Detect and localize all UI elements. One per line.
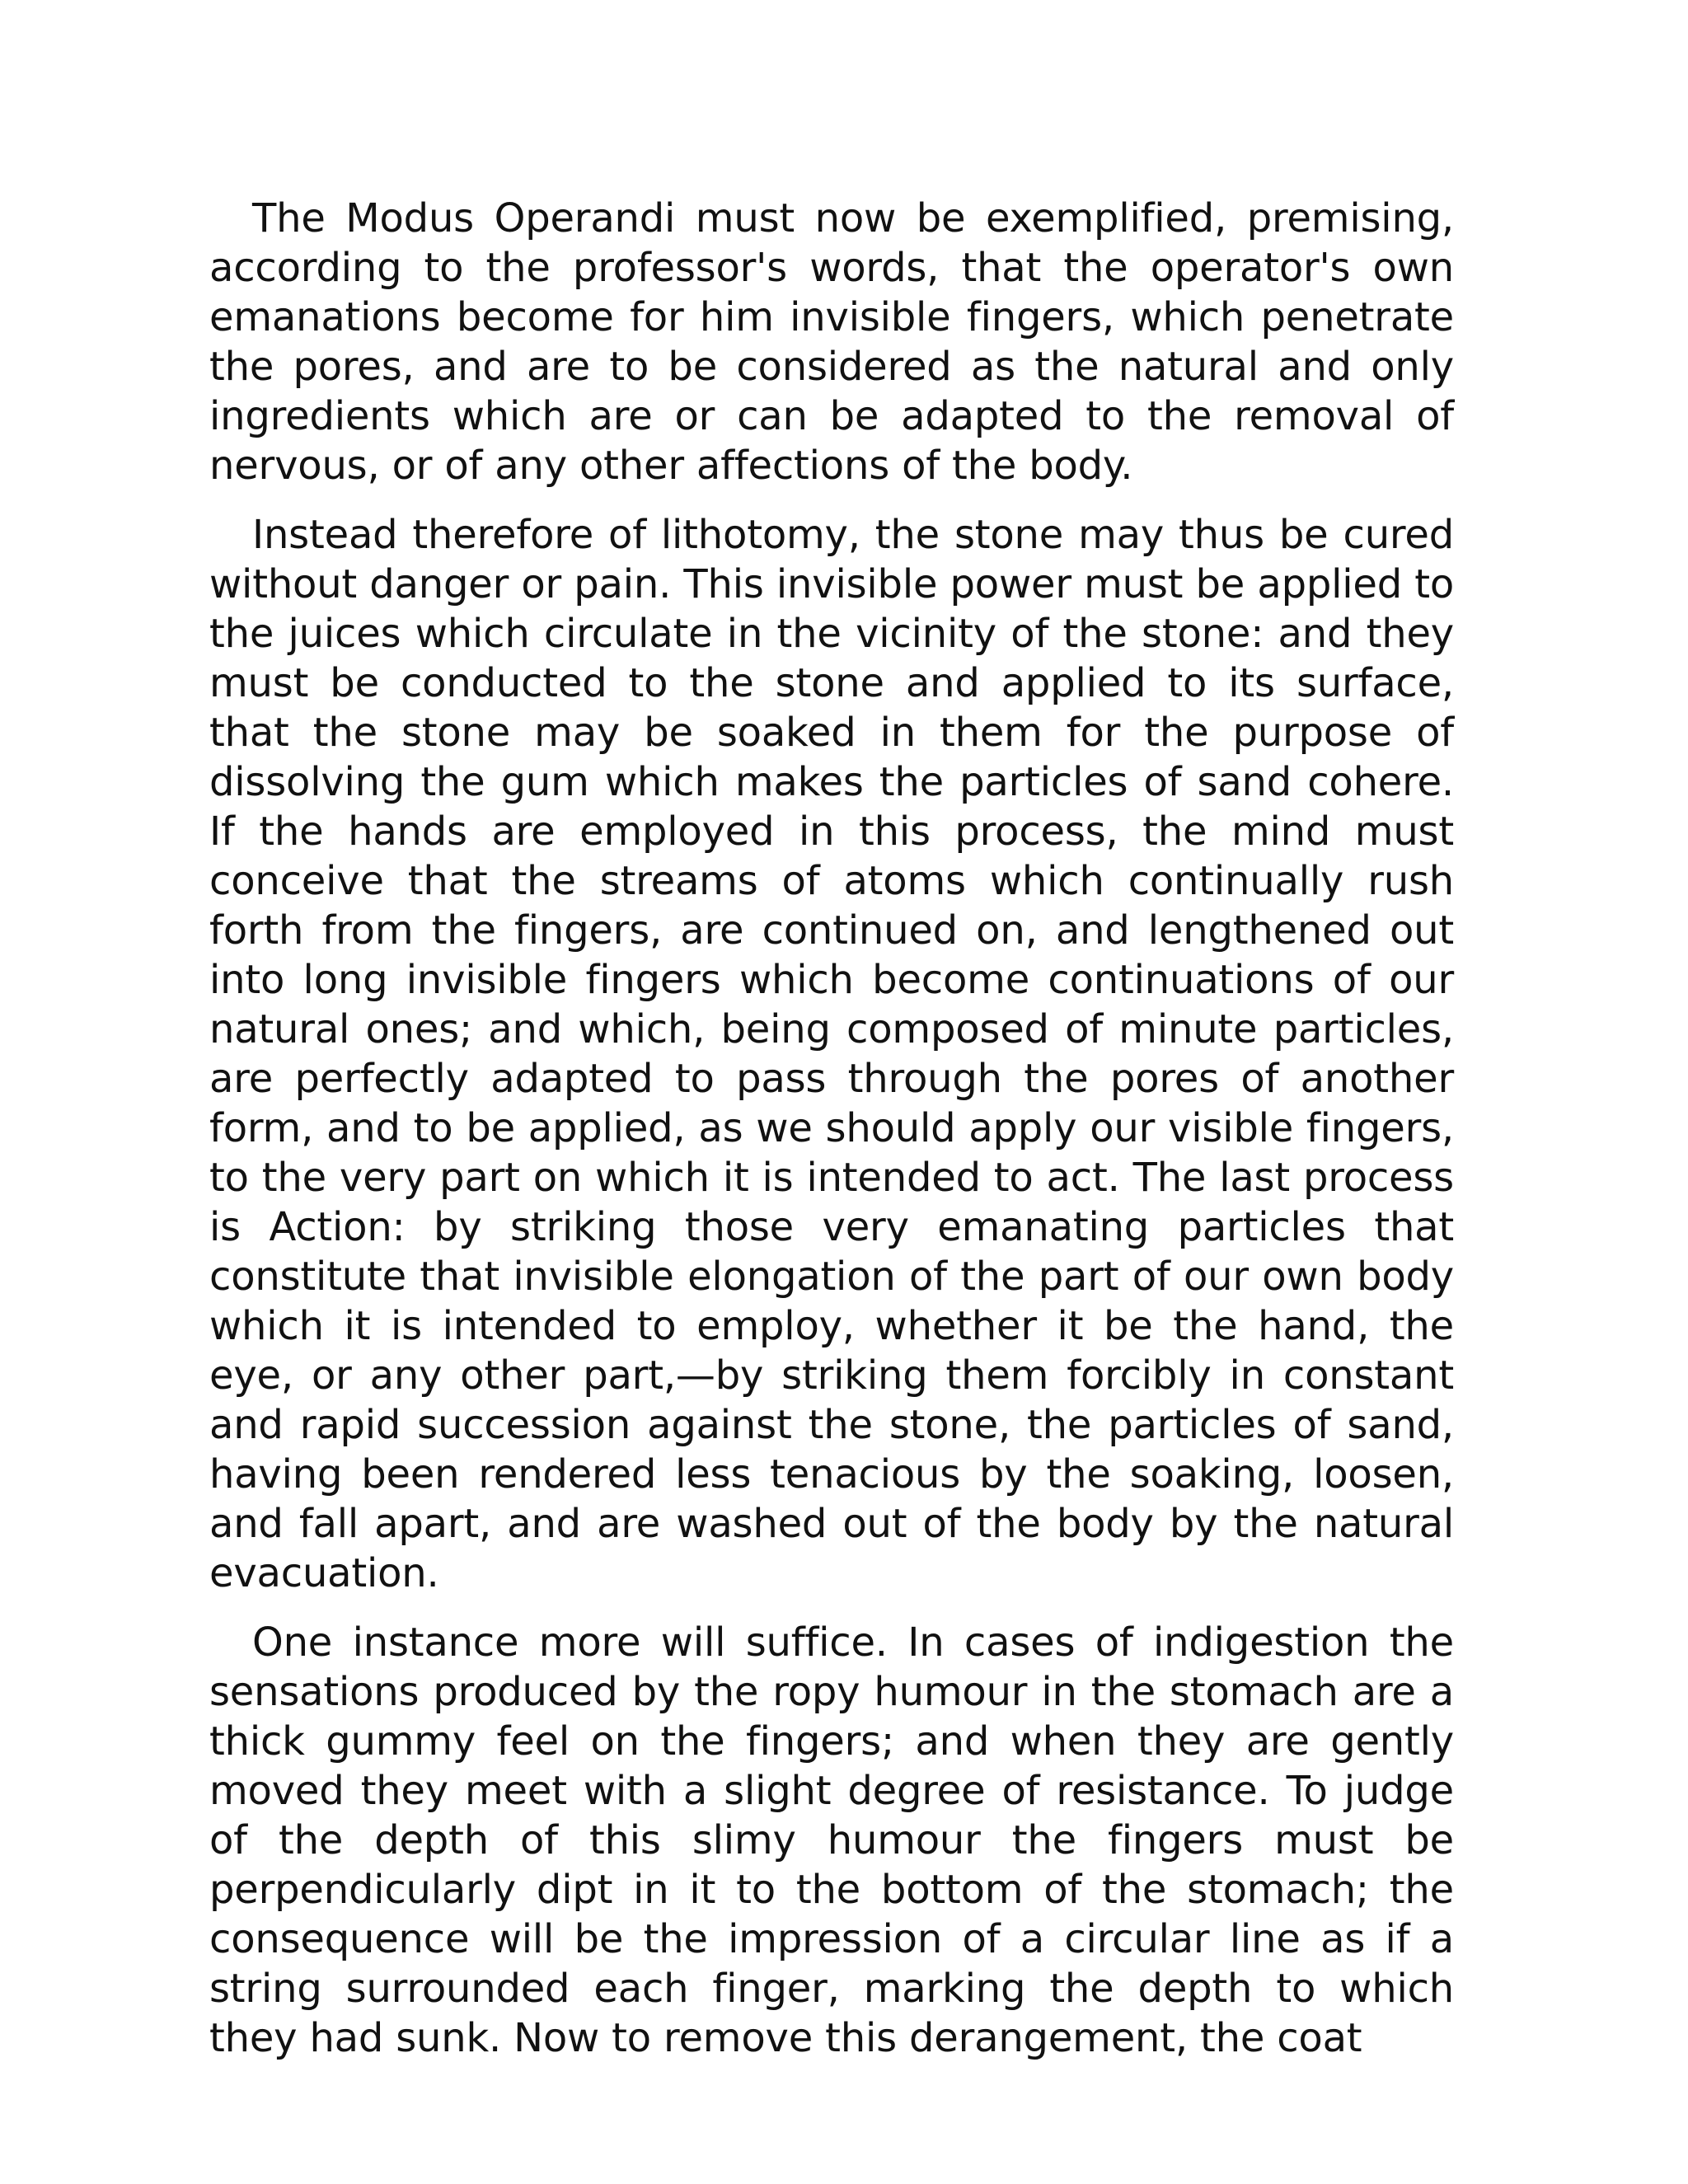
page-body — [209, 194, 1454, 2083]
paragraph-modus-operandi: The Modus Operandi must now be exemplified, premising, according to the professor's words, that the operator's own emanations become for him invisible fingers, which penetrate the pores, and are to be considered as the natural and only ingredients which are or can be adapted to the removal of nervous, or of any other affections of the body. — [209, 195, 1454, 489]
paragraph-lithotomy: Instead therefore of lithotomy, the stone may thus be cured without danger or pain. This invisible power must be applied to the juices which circulate in the vicinity of the stone: and they must be conducted to the stone and applied to its surface, that the stone may be soaked in them for the purpose of dissolving the gum which makes the particles of sand cohere. If the hands are employed in this process, the mind must conceive that the streams of atoms which continually rush forth from the fingers, are continued on, and lengthened out into long invisible fingers which become continuations of our natural ones; and which, being composed of minute particles, are perfectly adapted to pass through the pores of another form, and to be applied, as we should apply our visible fingers, to the very part on which it is intended to act. The last process is Action: by striking those very emanating particles that constitute that invisible elongation of the part of our own body which it is intended to employ, whether it be the hand, the eye, or any other part,—by striking them forcibly in constant and rapid succession against the stone, the particles of sand, having been rendered less tenacious by the soaking, loosen, and fall apart, and are washed out of the body by the natural evacuation. — [209, 512, 1454, 1596]
paragraph-indigestion: One instance more will suffice. In cases of indigestion the sensations produced by the ropy humour in the stomach are a thick gummy feel on the fingers; and when they are gently moved they meet with a slight degree of resistance. To judge of the depth of this slimy humour the fingers must be perpendicularly dipt in it to the bottom of the stomach; the consequence will be the impression of a circular line as if a string surrounded each finger, marking the depth to which they had sunk. Now to remove this derangement, the coat — [209, 1619, 1454, 2061]
